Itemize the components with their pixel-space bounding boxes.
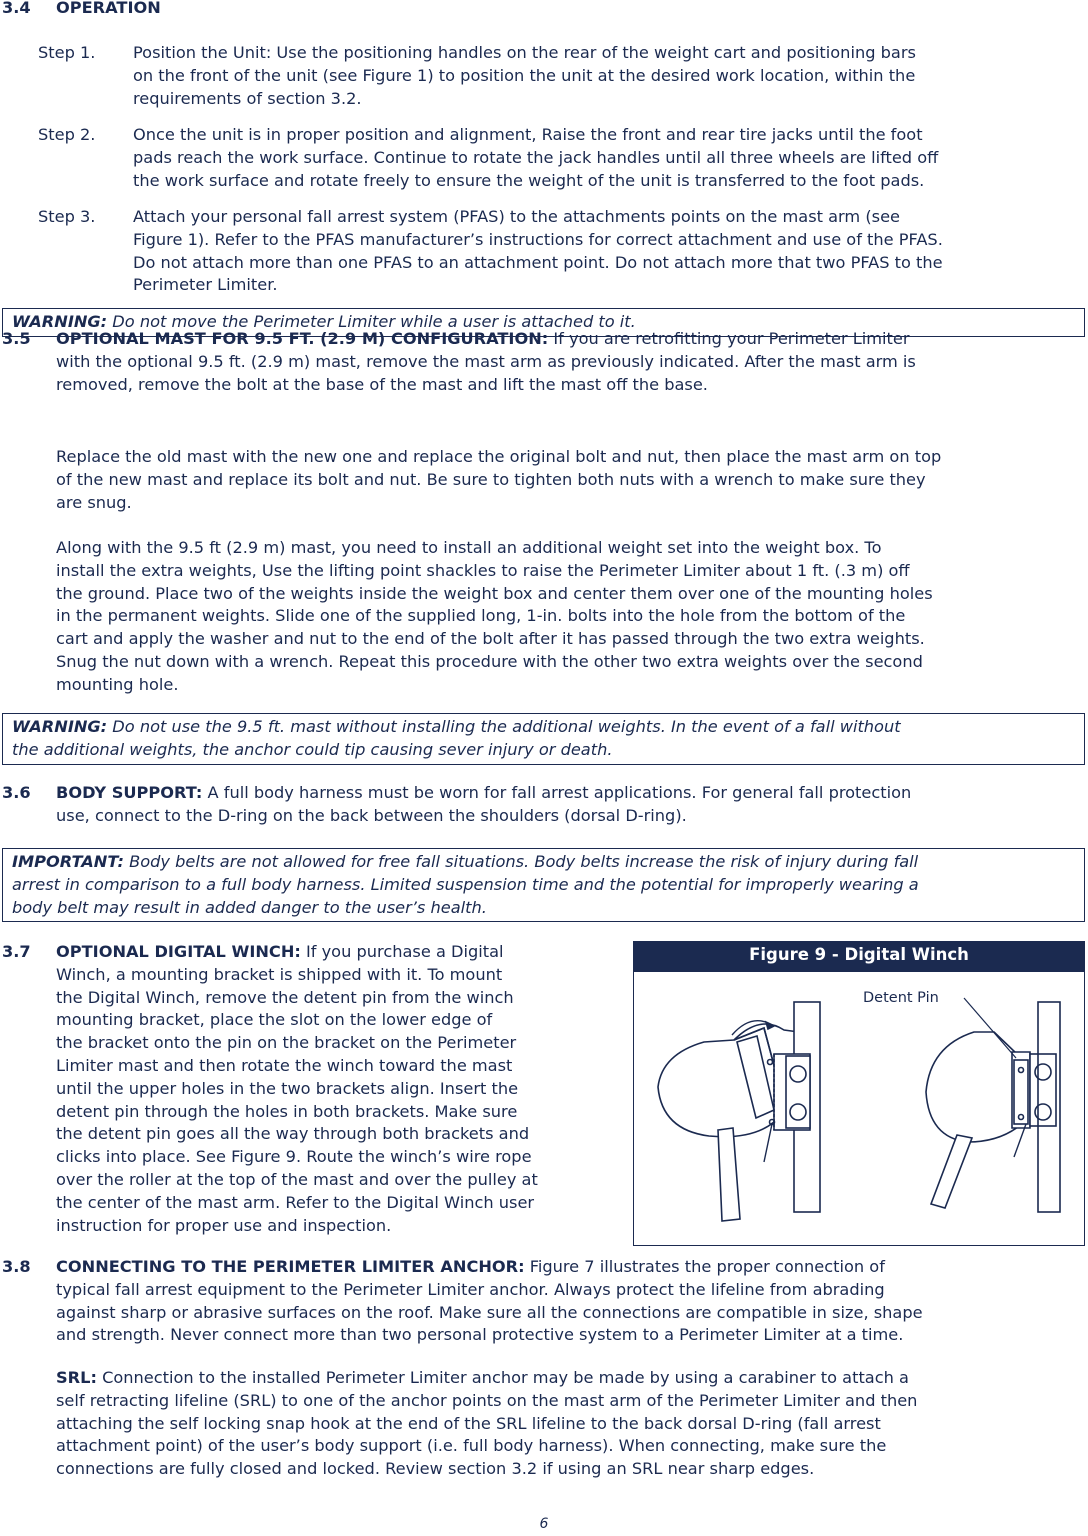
section-title-digital-winch: OPTIONAL DIGITAL WINCH: xyxy=(56,942,301,961)
step-3-label: Step 3. xyxy=(38,207,96,226)
step-1-label: Step 1. xyxy=(38,43,96,62)
step-2-text: Once the unit is in proper position and alignment, Raise the front and rear tire jacks until the foot pads reach the work surface. Continue to rotate the jack handles until all three wheels are lifted off the work surface and rotate freely to ensure the weight of the unit is transferred to the foot pads. xyxy=(133,125,939,190)
section-3-5-paragraph-3: Along with the 9.5 ft (2.9 m) mast, you need to install an additional weight set into the weight box. To install the extra weights, Use the lifting point shackles to raise the Perimeter Limiter about 1 ft. (.3 m) off the ground. Place two of the weights inside the weight box and center them over one of the mounting holes in the permanent weights. Slide one of the supplied long, 1-in. bolts into the hole from the bottom of the cart and apply the washer and nut to the end of the bolt after it has passed through the two extra weights. Snug the nut down with a wrench. Repeat this procedure with the other two extra weights over the second mounting hole. xyxy=(56,538,933,694)
step-2-label: Step 2. xyxy=(38,125,96,144)
section-title-operation: OPERATION xyxy=(56,0,161,17)
section-number-3-5: 3.5 xyxy=(2,329,31,348)
warning-label: WARNING: xyxy=(12,717,108,736)
page-number: 6 xyxy=(539,1516,549,1532)
section-title-body-support: BODY SUPPORT: xyxy=(56,783,203,802)
section-number-3-6: 3.6 xyxy=(2,783,31,802)
digital-winch-illustration xyxy=(634,972,1084,1246)
section-3-8-paragraph-1: CONNECTING TO THE PERIMETER LIMITER ANCHOR: Figure 7 illustrates the proper connection of typical fall arrest equipment to the Perimeter Limiter anchor. Always protect the lifeline from abrading against sharp or abrasive surfaces on the roof. Make sure all the connections are compatible in size, shape and strength. Never connect more than two personal protective system to a Perimeter Limiter at a time. xyxy=(56,1257,923,1345)
warning-box-1: WARNING: Do not move the Perimeter Limiter while a user is attached to it. xyxy=(2,308,1085,337)
step-1-text: Position the Unit: Use the positioning handles on the rear of the weight cart and positioning bars on the front of the unit (see Figure 1) to position the unit at the desired work location, within the requirements of section 3.2. xyxy=(133,43,916,108)
figure-9-title: Figure 9 - Digital Winch xyxy=(634,942,1084,972)
warning-label: WARNING: xyxy=(12,312,108,331)
section-3-5-paragraph-2: Replace the old mast with the new one and replace the original bolt and nut, then place the mast arm on top of the new mast and replace its bolt and nut. Be sure to tighten both nuts with a wrench to make sure they are snug. xyxy=(56,447,942,512)
section-number-3-4: 3.4 xyxy=(2,0,31,17)
srl-label: SRL: xyxy=(56,1368,97,1387)
section-title-connecting: CONNECTING TO THE PERIMETER LIMITER ANCHOR: xyxy=(56,1257,525,1276)
section-number-3-8: 3.8 xyxy=(2,1257,31,1276)
section-3-5-paragraph-1: OPTIONAL MAST FOR 9.5 FT. (2.9 M) CONFIGURATION: If you are retrofitting your Perimeter Limiter with the optional 9.5 ft. (2.9 m) mast, remove the mast arm as previously indicated. After the mast arm is removed, remove the bolt at the base of the mast and lift the mast off the base. xyxy=(56,329,916,394)
important-box: IMPORTANT: Body belts are not allowed for free fall situations. Body belts increase the risk of injury during fall arrest in comparison to a full body harness. Limited suspension time and the potential for improperly wearing a body belt may result in added danger to the user’s health. xyxy=(2,848,1085,922)
section-3-6-paragraph: BODY SUPPORT: A full body harness must be worn for fall arrest applications. For general fall protection use, connect to the D-ring on the back between the shoulders (dorsal D-ring). xyxy=(56,783,912,825)
section-3-7-paragraph: OPTIONAL DIGITAL WINCH: If you purchase a Digital Winch, a mounting bracket is shipped with it. To mount the Digital Winch, remove the detent pin from the winch mounting bracket, place the slot on the lower edge of the bracket onto the pin on the bracket on the Perimeter Limiter mast and then rotate the winch toward the mast until the upper holes in the two brackets align. Insert the detent pin through the holes in both brackets. Make sure the detent pin goes all the way through both brackets and clicks into place. See Figure 9. Route the winch’s wire rope over the roller at the top of the mast and over the pulley at the center of the mast arm. Refer to the Digital Winch user instruction for proper use and inspection. xyxy=(56,942,538,1235)
section-title-optional-mast: OPTIONAL MAST FOR 9.5 FT. (2.9 M) CONFIGURATION: xyxy=(56,329,549,348)
figure-9 xyxy=(633,941,1085,1246)
step-3-text: Attach your personal fall arrest system (PFAS) to the attachments points on the mast arm (see Figure 1). Refer to the PFAS manufacturer’s instructions for correct attachment and use of the PFAS. Do not attach more than one PFAS to an attachment point. Do not attach more that two PFAS to the Perimeter Limiter. xyxy=(133,207,943,295)
warning-box-2: WARNING: Do not use the 9.5 ft. mast without installing the additional weights. In the event of a fall without the additional weights, the anchor could tip causing sever injury or death. xyxy=(2,713,1085,765)
important-label: IMPORTANT: xyxy=(12,852,124,871)
section-number-3-7: 3.7 xyxy=(2,942,31,961)
detent-pin-callout: Detent Pin xyxy=(863,990,939,1006)
section-3-8-srl-paragraph: SRL: Connection to the installed Perimeter Limiter anchor may be made by using a carabiner to attach a self retracting lifeline (SRL) to one of the anchor points on the mast arm of the Perimeter Limiter and then attaching the self locking snap hook at the end of the SRL lifeline to the back dorsal D-ring (fall arrest attachment point) of the user’s body support (i.e. full body harness). When connecting, make sure the connections are fully closed and locked. Review section 3.2 if using an SRL near sharp edges. xyxy=(56,1368,918,1479)
